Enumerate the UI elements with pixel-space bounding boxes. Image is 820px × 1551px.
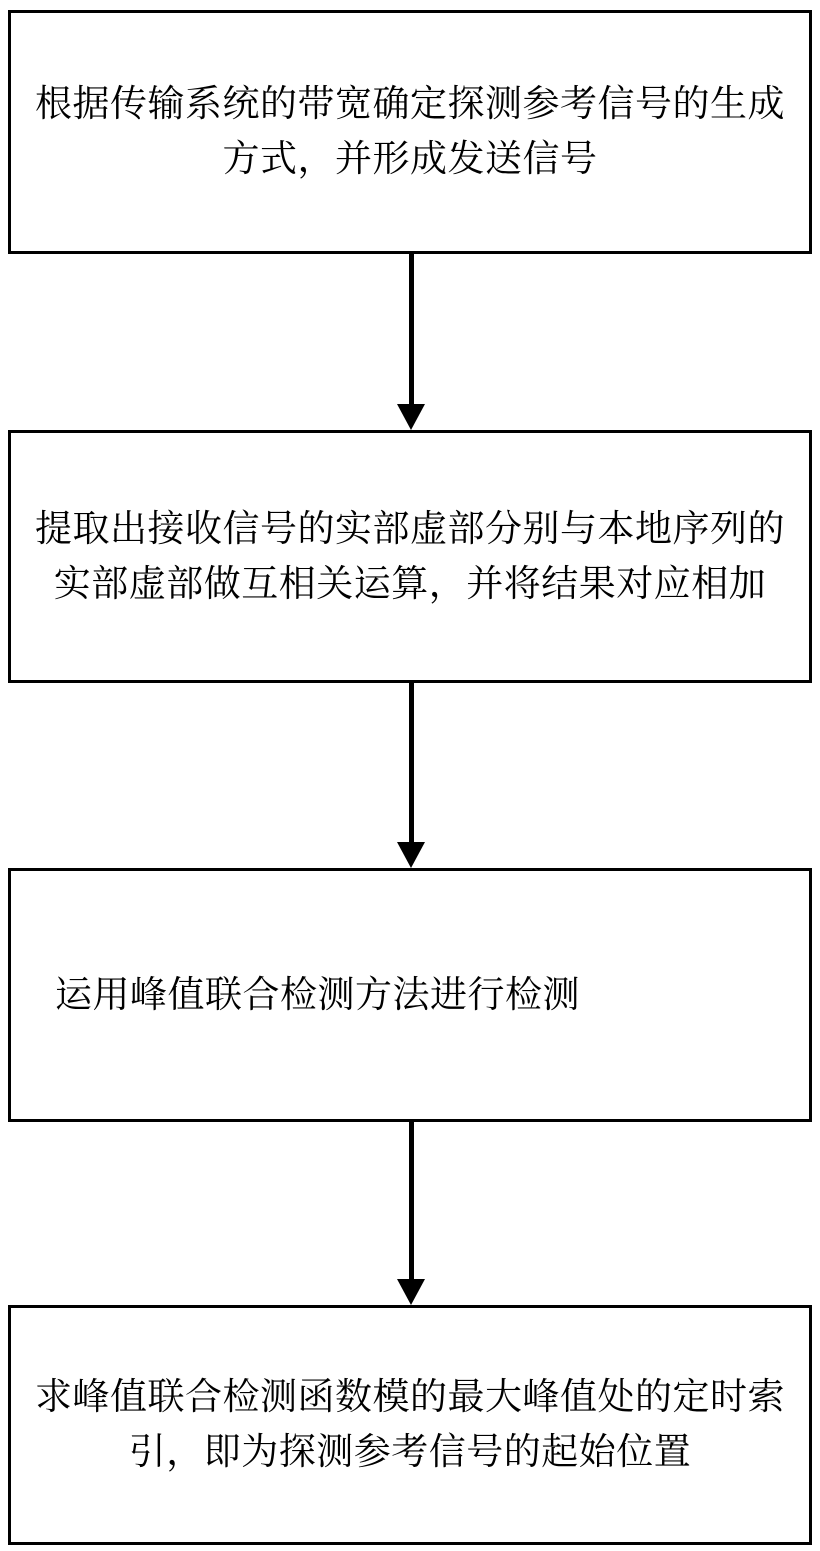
flowchart-node-step-2-label: 提取出接收信号的实部虚部分别与本地序列的实部虚部做互相关运算，并将结果对应相加: [35, 506, 785, 605]
arrow-shaft: [409, 683, 414, 842]
flowchart-arrow-step3-to-step4: [409, 1122, 414, 1305]
flowchart-node-step-3-label: 运用峰值联合检测方法进行检测: [55, 972, 580, 1016]
arrow-head-icon: [397, 842, 425, 868]
flowchart-node-step-2: [8, 430, 812, 683]
arrow-head-icon: [397, 404, 425, 430]
flowchart-arrow-step2-to-step3: [409, 683, 414, 868]
flowchart-node-step-4: [8, 1305, 812, 1545]
flowchart-arrow-step1-to-step2: [409, 254, 414, 430]
flowchart-node-step-3: [8, 868, 812, 1122]
flowchart-node-step-1-label: 根据传输系统的带宽确定探测参考信号的生成方式，并形成发送信号: [35, 82, 785, 180]
flowchart-node-step-4-label: 求峰值联合检测函数模的最大峰值处的定时索引，即为探测参考信号的起始位置: [35, 1375, 785, 1473]
arrow-shaft: [409, 254, 414, 404]
flowchart-node-step-1: [8, 10, 812, 254]
arrow-head-icon: [397, 1279, 425, 1305]
arrow-shaft: [409, 1122, 414, 1279]
